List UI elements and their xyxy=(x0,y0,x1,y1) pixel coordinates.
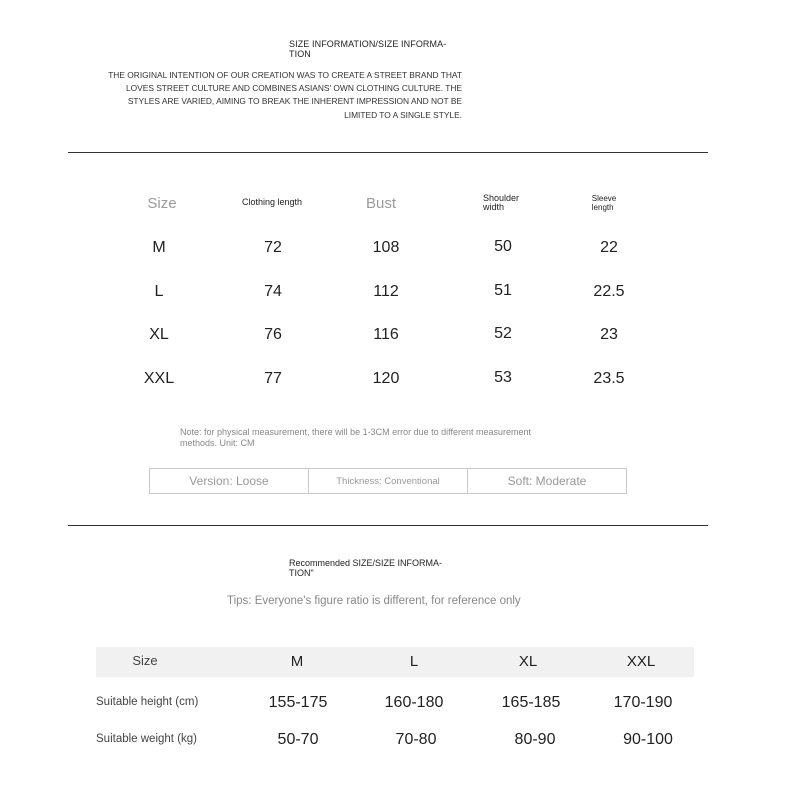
recommended-title-line2: TION" xyxy=(289,568,314,578)
rec-height-value: 170-190 xyxy=(613,694,673,711)
attribute-version: Version: Loose xyxy=(149,468,309,494)
rec-height-value: 165-185 xyxy=(501,694,561,711)
row-sleeve: 23.5 xyxy=(593,370,625,387)
recommended-title xyxy=(289,558,479,578)
row-length: 76 xyxy=(264,326,282,343)
row-sleeve: 23 xyxy=(600,326,618,343)
row-bust: 108 xyxy=(372,239,400,256)
header-shoulder-line2: width xyxy=(482,202,504,212)
rec-header-m: M xyxy=(290,653,304,670)
row-size: M xyxy=(152,239,166,256)
recommended-title-line1: Recommended SIZE/SIZE INFORMA- xyxy=(289,558,443,568)
row-length: 72 xyxy=(264,239,282,256)
attribute-soft: Soft: Moderate xyxy=(467,468,627,494)
rec-header-size: Size xyxy=(132,653,158,668)
header-size: Size xyxy=(147,195,177,212)
row-shoulder: 52 xyxy=(494,325,512,342)
header-shoulder-line1: Shoulder xyxy=(482,193,520,203)
row-sleeve: 22 xyxy=(600,239,618,256)
rec-header-xxl: XXL xyxy=(626,653,656,670)
measurement-note-line1: Note: for physical measurement, there will be 1-3CM error due to different measurement xyxy=(180,427,531,437)
row-bust: 116 xyxy=(373,326,399,343)
row-size: XL xyxy=(149,326,169,343)
recommended-tips: Tips: Everyone's figure ratio is different, for reference only xyxy=(227,595,521,607)
row-sleeve: 22.5 xyxy=(593,283,625,300)
row-shoulder: 53 xyxy=(494,369,512,386)
brand-description xyxy=(70,69,462,122)
rec-header-xl: XL xyxy=(518,653,538,670)
recommended-header-bar xyxy=(96,647,694,677)
rec-height-label: Suitable height (cm) xyxy=(96,696,199,708)
measurement-note xyxy=(180,427,580,449)
row-size: L xyxy=(154,283,164,300)
row-bust: 112 xyxy=(373,283,399,300)
brand-description-line: STYLES ARE VARIED, AIMING TO BREAK THE INHERENT IMPRESSION AND NOT BE xyxy=(127,96,462,107)
rec-height-value: 155-175 xyxy=(268,694,328,711)
rec-weight-value: 90-100 xyxy=(623,731,673,748)
size-info-title-line1: SIZE INFORMATION/SIZE INFORMA- xyxy=(289,39,447,49)
brand-description-line: LIMITED TO A SINGLE STYLE. xyxy=(344,109,462,120)
rec-height-value: 160-180 xyxy=(384,694,444,711)
header-sleeve-line2: length xyxy=(591,203,614,212)
header-sleeve-line1: Sleeve xyxy=(591,194,617,203)
header-bust: Bust xyxy=(365,195,397,212)
rec-weight-value: 50-70 xyxy=(277,731,319,748)
rec-weight-label: Suitable weight (kg) xyxy=(96,733,197,745)
divider-middle xyxy=(68,525,708,526)
header-sleeve-length xyxy=(592,194,616,212)
header-shoulder-width xyxy=(483,194,519,212)
attribute-thickness: Thickness: Conventional xyxy=(308,468,468,494)
rec-weight-value: 80-90 xyxy=(514,731,556,748)
size-info-title-line2: TION xyxy=(289,49,311,59)
row-shoulder: 50 xyxy=(494,238,512,255)
row-shoulder: 51 xyxy=(494,282,512,299)
brand-description-line: LOVES STREET CULTURE AND COMBINES ASIANS' OWN CLOTHING CULTURE. THE xyxy=(125,83,462,94)
rec-weight-value: 70-80 xyxy=(395,731,437,748)
row-size: XXL xyxy=(143,370,175,387)
size-info-title xyxy=(289,39,469,59)
rec-header-l: L xyxy=(409,653,419,670)
row-length: 77 xyxy=(264,370,282,387)
measurement-note-line2: methods. Unit: CM xyxy=(180,438,255,448)
row-bust: 120 xyxy=(372,370,400,387)
divider-top xyxy=(68,152,708,153)
header-clothing-length: Clothing length xyxy=(241,197,303,207)
brand-description-line: THE ORIGINAL INTENTION OF OUR CREATION WAS TO CREATE A STREET BRAND THAT xyxy=(108,70,462,80)
row-length: 74 xyxy=(264,283,282,300)
attribute-boxes xyxy=(149,468,627,496)
